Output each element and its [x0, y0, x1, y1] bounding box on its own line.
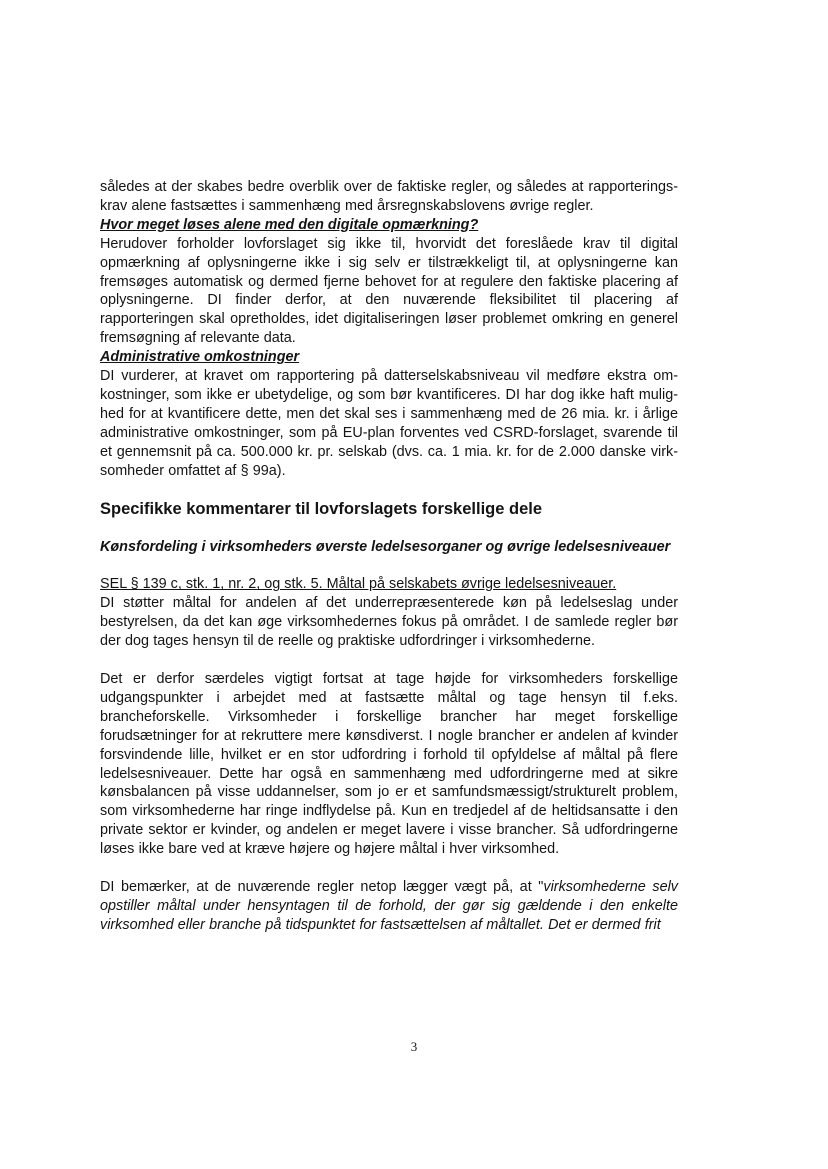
paragraph-sel: DI støtter måltal for andelen af det underrepræsenterede køn på ledelseslag under bestyrelsen, da det kan øge virksomhedernes fokus på området. I de samlede regler bør der dog tages hensyn til de reelle og praktiske udfordringer i virksomhederne.	[100, 595, 678, 650]
paragraph-last	[100, 878, 678, 935]
paragraph-last-italic: virksomhederne selv opstiller måltal under hensyntagen til de forhold, der gør sig gældende i den enkelte virksomhed eller branche på tidspunktet for fastsættelsen af måltallet. Det er dermed frit	[100, 879, 678, 933]
heading-digital-markup: Hvor meget løses alene med den digitale opmærkning?	[100, 216, 479, 233]
paragraph-intro: således at der skabes bedre overblik over de faktiske regler, og således at rapporterings-krav alene fastsættes i sammenhæng med årsregnskabslovens øvrige regler.	[100, 179, 678, 214]
document-page	[100, 178, 678, 935]
page-number: 3	[410, 1039, 418, 1054]
heading-admin-costs: Administrative omkostninger	[100, 349, 300, 366]
paragraph-admin-costs: DI vurderer, at kravet om rapportering på datterselskabsniveau vil medføre ekstra om-kostninger, som ikke er ubetydelige, og som bør kvantificeres. DI har dog ikke haft mulig-hed for at kvantificere dette, men det skal ses i sammenhæng med de 26 mia. kr. i årlige administrative omkostninger, som på EU-plan forventes ved CSRD-forslaget, svarende til et gennemsnit på ca. 500.000 kr. pr. selskab (dvs. ca. 1 mia. kr. for de 2.000 danske virk-somheder omfattet af § 99a).	[100, 368, 678, 479]
paragraph-digital-markup: Herudover forholder lovforslaget sig ikke til, hvorvidt det foreslåede krav til digital opmærkning af oplysningerne ikke i sig selv er tilstrækkeligt til, at oplysningerne kan fremsøges automatisk og dermed fjerne behovet for at regulere den faktiske placering af oplysningerne. DI finder derfor, at den nuværende fleksibilitet til placering af rapporteringen skal opretholdes, idet digitaliseringen løser problemet omkring en generel fremsøgning af relevante data.	[100, 235, 678, 347]
subsection-title: Kønsfordeling i virksomheders øverste ledelsesorganer og øvrige ledelsesniveauer	[100, 538, 671, 555]
section-title: Specifikke kommentarer til lovforslagets forskellige dele	[100, 499, 543, 518]
sel-heading: SEL § 139 c, stk. 1, nr. 2, og stk. 5. Måltal på selskabets øvrige ledelsesniveauer.	[100, 576, 617, 593]
paragraph-last-start: DI bemærker, at de nuværende regler netop lægger vægt på, at "	[100, 879, 544, 896]
paragraph-hoejde: Det er derfor særdeles vigtigt fortsat at tage højde for virksomheders forskellige udgangspunkter i arbejdet med at fastsætte måltal og tage hensyn til f.eks. brancheforskelle. Virksomheder i forskellige brancher har meget forskellige forudsætninger for at rekruttere mere kønsdiverst. I nogle brancher er andelen af kvinder forsvindende lille, hvilket er en stor udfordring i forhold til opfyldelse af måltal på flere ledelsesniveauer. Dette har også en sammenhæng med udfordringerne med at sikre kønsbalancen på visse uddannelser, som jo er et samfundsmæssigt/strukturelt problem, som virksomhederne har ringe indflydelse på. Kun en tredjedel af de heltidsansatte i den private sektor er kvinder, og andelen er meget lavere i visse brancher. Så udfordringerne løses ikke bare ved at kræve højere og højere måltal i hver virksomhed.	[100, 671, 678, 858]
